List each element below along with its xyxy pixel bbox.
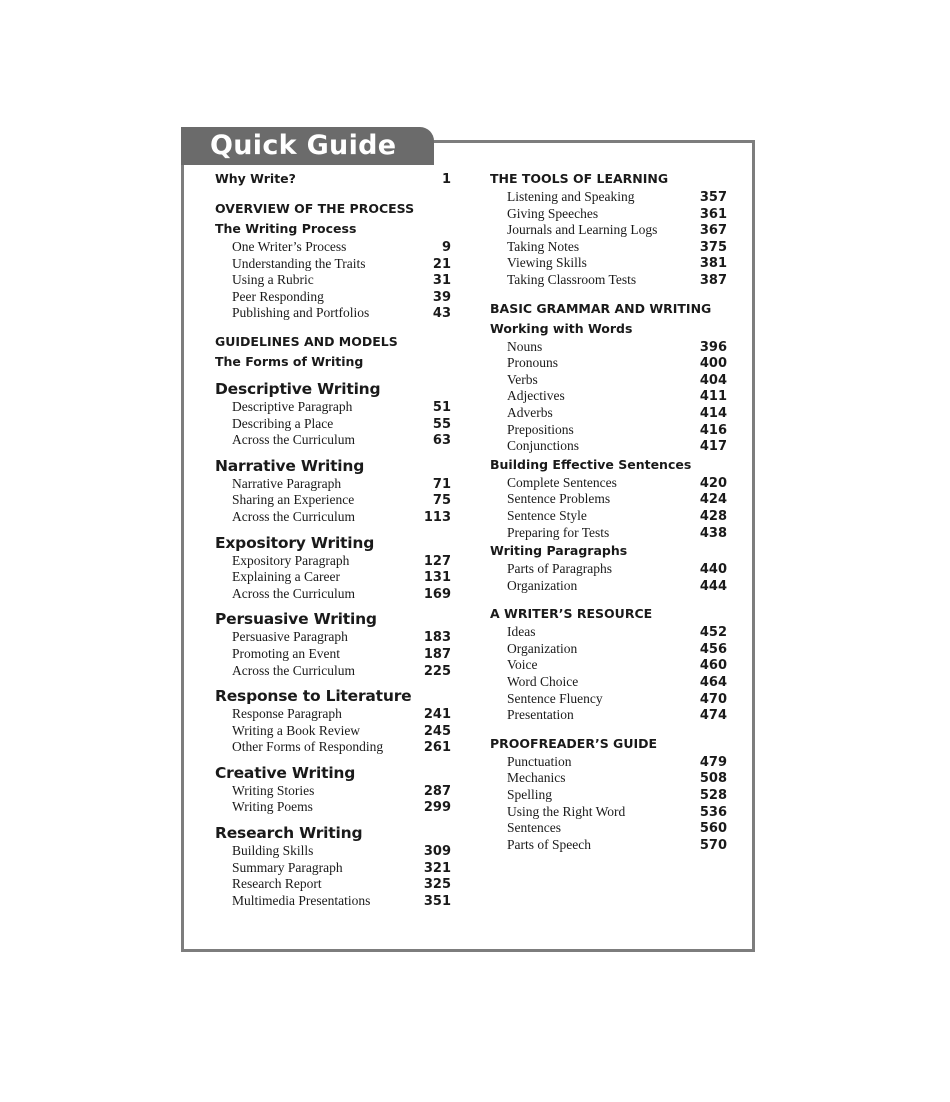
entry-page: 464 (699, 675, 727, 691)
toc-entry[interactable] (490, 578, 727, 595)
entry-page: 444 (699, 578, 727, 594)
entry-page: 51 (432, 399, 451, 415)
entry-page: 452 (699, 625, 727, 641)
right-column (490, 169, 727, 853)
entry-label: Response Paragraph (232, 706, 342, 722)
entry-page: 400 (699, 356, 727, 372)
entry-label: Writing Poems (232, 799, 313, 815)
toc-entry[interactable] (215, 239, 451, 256)
toc-entry[interactable] (215, 416, 451, 433)
entry-label: Spelling (507, 787, 553, 803)
entry-page: 456 (699, 641, 727, 657)
entry-page: 420 (699, 475, 727, 491)
entry-page: 417 (699, 439, 727, 455)
entry-label: Publishing and Portfolios (232, 305, 370, 321)
entry-page: 351 (423, 893, 451, 909)
entry-page: 479 (699, 754, 727, 770)
toc-entry[interactable] (490, 438, 727, 455)
toc-entry[interactable] (215, 432, 451, 449)
toc-entry[interactable] (215, 305, 451, 322)
entry-page: 438 (699, 525, 727, 541)
category-expository-writing: Expository Writing (215, 533, 375, 552)
toc-entry[interactable] (215, 586, 451, 603)
title-tab (181, 127, 434, 165)
toc-entry[interactable] (215, 569, 451, 586)
toc-entry[interactable] (490, 189, 727, 206)
toc-entry[interactable] (490, 525, 727, 542)
entry-page: 113 (423, 509, 451, 525)
toc-entry[interactable] (490, 770, 727, 787)
entry-page: 367 (699, 223, 727, 239)
entry-label: Adjectives (507, 388, 565, 404)
entry-page: 241 (423, 707, 451, 723)
entry-label: Multimedia Presentations (232, 892, 371, 908)
entry-page: 131 (423, 570, 451, 586)
entry-label: Expository Paragraph (232, 552, 350, 568)
entry-page: 424 (699, 492, 727, 508)
entry-page: 225 (423, 663, 451, 679)
entry-label: Sentence Problems (507, 491, 611, 507)
toc-entry[interactable] (215, 509, 451, 526)
entry-label: Sharing an Experience (232, 492, 355, 508)
entry-label: Mechanics (507, 770, 566, 786)
toc-entry[interactable] (490, 624, 727, 641)
toc-entry[interactable] (215, 706, 451, 723)
entry-page: 183 (423, 630, 451, 646)
entry-label: Viewing Skills (507, 255, 587, 271)
entry-page: 55 (432, 416, 451, 432)
subheading-writing-process: The Writing Process (215, 221, 357, 236)
entry-label: Writing a Book Review (232, 722, 361, 738)
entry-page: 508 (699, 771, 727, 787)
entry-label: Why Write? (215, 171, 296, 186)
entry-page: 474 (699, 708, 727, 724)
category-descriptive-writing: Descriptive Writing (215, 379, 381, 398)
overview-list (215, 239, 451, 322)
toc-entry[interactable] (215, 876, 451, 893)
entry-page: 9 (441, 240, 451, 255)
subheading-forms-of-writing: The Forms of Writing (215, 353, 364, 369)
entry-page: 536 (699, 804, 727, 820)
entry-label: Presentation (507, 707, 574, 723)
entry-page: 428 (699, 508, 727, 524)
toc-entry[interactable] (490, 691, 727, 708)
entry-label: Organization (507, 577, 578, 593)
toc-entry[interactable] (490, 355, 727, 372)
entry-label: Understanding the Traits (232, 255, 366, 271)
entry-page: 309 (423, 844, 451, 860)
toc-entry[interactable] (490, 206, 727, 223)
entry-label: Sentences (507, 820, 561, 836)
toc-entry[interactable] (215, 843, 451, 860)
entry-label: Sentence Style (507, 507, 587, 523)
entry-label: Across the Curriculum (232, 432, 355, 448)
subheading-working-with-words: Working with Words (490, 320, 633, 336)
toc-entry[interactable] (490, 239, 727, 256)
entry-label: Conjunctions (507, 438, 580, 454)
toc-entry[interactable] (490, 222, 727, 239)
toc-entry[interactable] (490, 339, 727, 356)
entry-page: 321 (423, 860, 451, 876)
page-title: Quick Guide (210, 130, 397, 161)
toc-entry-why-write[interactable] (215, 169, 451, 189)
toc-entry[interactable] (490, 707, 727, 724)
entry-label: Complete Sentences (507, 474, 617, 490)
entry-page: 299 (423, 800, 451, 816)
entry-page: 245 (423, 723, 451, 739)
section-heading-resource: A WRITER’S RESOURCE (490, 606, 653, 622)
toc-entry[interactable] (490, 255, 727, 272)
entry-label: Parts of Paragraphs (507, 561, 612, 577)
toc-entry[interactable] (490, 561, 727, 578)
toc-entry[interactable] (490, 754, 727, 771)
entry-label: Building Skills (232, 843, 314, 859)
entry-label: Writing Stories (232, 782, 315, 798)
toc-entry[interactable] (215, 476, 451, 493)
entry-label: One Writer’s Process (232, 239, 347, 254)
toc-entry[interactable] (215, 646, 451, 663)
entry-label: Narrative Paragraph (232, 475, 342, 491)
entry-page: 187 (423, 646, 451, 662)
toc-entry[interactable] (490, 657, 727, 674)
entry-page: 75 (432, 493, 451, 509)
section-heading-grammar: BASIC GRAMMAR AND WRITING (490, 300, 712, 316)
entry-page: 416 (699, 422, 727, 438)
entry-page: 287 (423, 783, 451, 799)
toc-entry[interactable] (490, 272, 727, 289)
entry-page: 440 (699, 562, 727, 578)
toc-entry[interactable] (490, 820, 727, 837)
entry-page: 357 (699, 190, 727, 205)
toc-entry[interactable] (490, 422, 727, 439)
entry-label: Research Report (232, 876, 322, 892)
entry-page: 470 (699, 691, 727, 707)
toc-entry[interactable] (490, 787, 727, 804)
toc-entry[interactable] (215, 723, 451, 740)
toc-entry[interactable] (215, 256, 451, 273)
entry-label: Describing a Place (232, 415, 334, 431)
section-heading-overview: OVERVIEW OF THE PROCESS (215, 201, 415, 216)
entry-label: Across the Curriculum (232, 585, 355, 601)
entry-label: Across the Curriculum (232, 662, 355, 678)
entry-page: 1 (441, 172, 451, 187)
section-heading-proofreader: PROOFREADER’S GUIDE (490, 735, 658, 751)
entry-label: Explaining a Career (232, 569, 340, 585)
entry-page: 127 (423, 553, 451, 569)
entry-label: Persuasive Paragraph (232, 629, 348, 645)
toc-entry[interactable] (215, 272, 451, 289)
entry-page: 261 (423, 740, 451, 756)
entry-label: Listening and Speaking (507, 189, 635, 204)
entry-page: 414 (699, 405, 727, 421)
entry-label: Other Forms of Responding (232, 739, 384, 755)
entry-label: Voice (507, 657, 538, 673)
entry-page: 39 (432, 289, 451, 305)
entry-page: 169 (423, 586, 451, 602)
entry-page: 361 (699, 206, 727, 222)
toc-entry[interactable] (215, 629, 451, 646)
entry-label: Promoting an Event (232, 645, 340, 661)
entry-page: 528 (699, 788, 727, 804)
toc-entry[interactable] (490, 475, 727, 492)
entry-page: 396 (699, 339, 727, 355)
entry-page: 21 (432, 256, 451, 272)
entry-label: Taking Classroom Tests (507, 271, 637, 287)
entry-label: Sentence Fluency (507, 690, 603, 706)
entry-page: 560 (699, 821, 727, 837)
category-narrative-writing: Narrative Writing (215, 456, 365, 475)
category-response-to-literature: Response to Literature (215, 687, 412, 706)
entry-label: Ideas (507, 624, 536, 640)
entry-label: Using a Rubric (232, 272, 314, 288)
entry-label: Preparing for Tests (507, 524, 610, 540)
toc-entry[interactable] (490, 491, 727, 508)
toc-entry[interactable] (215, 860, 451, 877)
toc-entry[interactable] (490, 405, 727, 422)
entry-page: 63 (432, 433, 451, 449)
entry-page: 71 (432, 476, 451, 492)
entry-label: Nouns (507, 338, 543, 354)
entry-page: 325 (423, 877, 451, 893)
entry-label: Using the Right Word (507, 803, 626, 819)
entry-page: 31 (432, 273, 451, 289)
entry-label: Journals and Learning Logs (507, 222, 658, 238)
toc-entry[interactable] (215, 739, 451, 756)
entry-label: Verbs (507, 371, 538, 387)
entry-label: Summary Paragraph (232, 859, 343, 875)
entry-label: Word Choice (507, 674, 579, 690)
entry-label: Pronouns (507, 355, 559, 371)
toc-entry[interactable] (215, 492, 451, 509)
toc-entry[interactable] (490, 674, 727, 691)
toc-entry[interactable] (215, 783, 451, 800)
toc-entry[interactable] (490, 508, 727, 525)
section-heading-guidelines: GUIDELINES AND MODELS (215, 333, 398, 349)
section-heading-tools: THE TOOLS OF LEARNING (490, 171, 669, 186)
entry-page: 460 (699, 658, 727, 674)
entry-label: Organization (507, 640, 578, 656)
entry-page: 404 (699, 372, 727, 388)
toc-entry[interactable] (215, 663, 451, 680)
entry-label: Adverbs (507, 404, 553, 420)
entry-label: Punctuation (507, 753, 572, 769)
toc-entry[interactable] (215, 553, 451, 570)
toc-entry[interactable] (490, 372, 727, 389)
entry-page: 375 (699, 239, 727, 255)
toc-entry[interactable] (215, 289, 451, 306)
entry-page: 43 (432, 306, 451, 322)
entry-page: 387 (699, 272, 727, 288)
entry-label: Taking Notes (507, 238, 580, 254)
left-column (215, 169, 451, 909)
toc-entry[interactable] (490, 804, 727, 821)
toc-entry[interactable] (215, 399, 451, 416)
entry-page: 411 (699, 389, 727, 405)
category-research-writing: Research Writing (215, 824, 363, 843)
toc-entry[interactable] (490, 837, 727, 854)
entry-label: Parts of Speech (507, 836, 591, 852)
entry-label: Across the Curriculum (232, 508, 355, 524)
subheading-building-sentences: Building Effective Sentences (490, 456, 692, 472)
entry-page: 570 (699, 837, 727, 853)
entry-label: Descriptive Paragraph (232, 398, 353, 414)
category-creative-writing: Creative Writing (215, 763, 356, 782)
subheading-writing-paragraphs: Writing Paragraphs (490, 543, 628, 559)
entry-label: Prepositions (507, 421, 574, 437)
toc-entry[interactable] (215, 893, 451, 910)
toc-entry[interactable] (215, 799, 451, 816)
toc-entry[interactable] (490, 388, 727, 405)
toc-entry[interactable] (490, 641, 727, 658)
category-persuasive-writing: Persuasive Writing (215, 610, 377, 629)
entry-label: Giving Speeches (507, 205, 599, 221)
entry-page: 381 (699, 256, 727, 272)
entry-label: Peer Responding (232, 288, 324, 304)
